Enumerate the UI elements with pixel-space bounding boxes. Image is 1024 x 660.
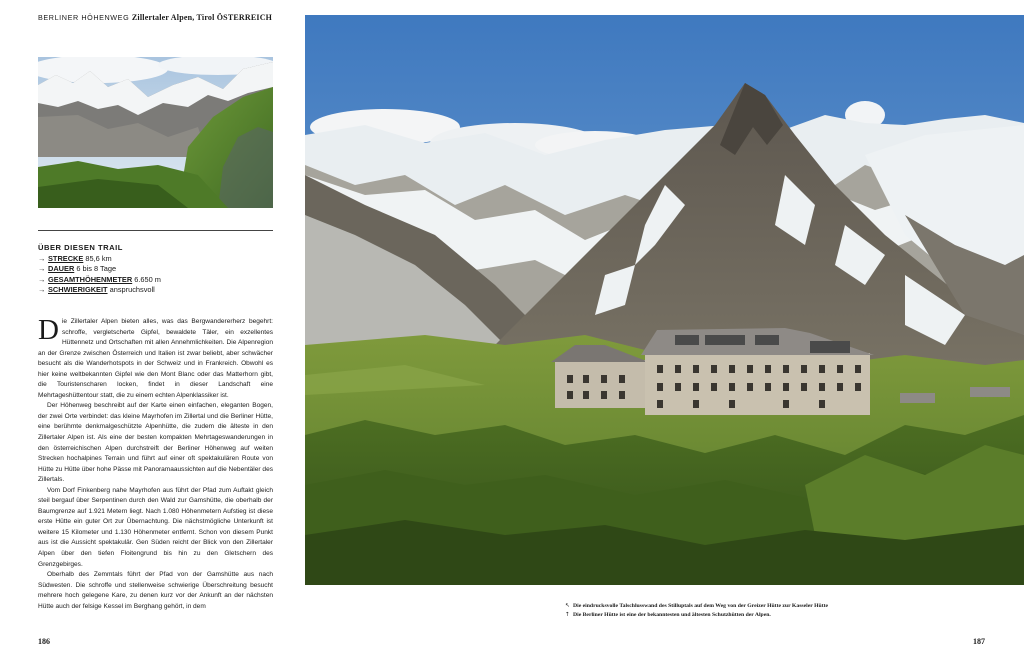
running-head-region: Zillertaler Alpen, Tirol ÖSTERREICH xyxy=(131,13,273,22)
arrow-up-icon: ↑ xyxy=(565,612,570,618)
caption-text: Die Berliner Hütte ist eine der bekanntesten und ältesten Schutzhütten der Alpen. xyxy=(573,612,771,618)
trail-row-dauer xyxy=(38,264,273,275)
trail-row-strecke xyxy=(38,254,273,265)
caption-text: Die eindrucksvolle Talschlusswand des Stilluptals auf dem Weg von der Greizer Hütte zur Kasseler Hütte xyxy=(573,603,829,609)
arrow-right-icon: → xyxy=(38,264,46,274)
caption-line xyxy=(565,602,828,611)
arrow-right-icon: → xyxy=(38,274,46,284)
trail-info xyxy=(38,243,273,296)
caption-line xyxy=(565,611,828,620)
section-divider xyxy=(38,230,273,231)
arrow-right-icon: → xyxy=(38,253,46,263)
hut-photo xyxy=(305,15,1024,585)
paragraph: Oberhalb des Zemmtals führt der Pfad von der Gamshütte aus nach Südwesten. Die schroffe und stellenweise schwierige Überschreitung besucht mehrere hoch gelegene Kare, zu denen kurz vor der Ankunft an der nächsten Hütte auch der felsige Kessel im Berghang gehört, in dem xyxy=(38,571,273,610)
trail-value: 85,6 km xyxy=(85,253,112,263)
trail-row-schwierigkeit xyxy=(38,285,273,296)
trail-label: SCHWIERIGKEIT xyxy=(48,285,108,295)
trail-label: GESAMTHÖHENMETER xyxy=(48,274,133,284)
page-number-right: 187 xyxy=(973,637,985,646)
trail-label: STRECKE xyxy=(48,253,84,263)
trail-row-hoehenmeter xyxy=(38,275,273,286)
arrow-up-left-icon: ↖ xyxy=(565,603,570,609)
paragraph-text: ie Zillertaler Alpen bieten alles, was das Bergwandererherz begehrt: schroffe, vergletscherte Gipfel, bewaldete Täler, ein exzellentes Hüttennetz und Ortschaften mit allen Annehmlichkeiten. Die Alpenregion an der Grenze zwischen Österreich und Italien ist zwar beliebt, aber schwächer besucht als die Wanderhotspots in der Schweiz und in Frankreich. Obwohl es hier keine weltbekannten Gipfel wie den Mont Blanc oder das Matterhorn gibt, die Touristenscharen locken, findet in dieser Landschaft eine Mehrtageshüttentour statt, die zu einem echten Alpenklassiker ist. xyxy=(38,318,273,399)
paragraph: Der Höhenweg beschreibt auf der Karte einen einfachen, eleganten Bogen, der zwei Orte verbindet: das kleine Mayrhofen im Zillertal und die Berliner Hütte, eine berühmte denkmalgeschützte Alpenhütte, die zudem die älteste in den Zillertaler Alpen ist. Als eine der besten kompakten Mehrtageswanderungen in den österreichischen Alpen durchstreift der Berliner Höhenweg auf weiten Strecken hochalpines Terrain und führt auf einer oft spektakulären Route von Hütte zu Hütte über hohe Pässe mit Panoramaaussichten auf die Nebentäler des Zillertals. xyxy=(38,402,273,484)
trail-label: DAUER xyxy=(48,264,75,274)
trail-info-title: ÜBER DIESEN TRAIL xyxy=(38,243,123,252)
trail-value: anspruchsvoll xyxy=(109,285,155,295)
running-head-route: BERLINER HÖHENWEG xyxy=(38,13,130,22)
photo-captions xyxy=(565,602,828,620)
trail-value: 6 bis 8 Tage xyxy=(76,264,117,274)
paragraph xyxy=(38,314,273,401)
paragraph: Vom Dorf Finkenberg nahe Mayrhofen aus führt der Pfad zum Auftakt gleich steil bergauf über Serpentinen durch den Wald zur Gamshütte, die oberhalb der Baumgrenze auf 1.921 Metern liegt. Nach 1.080 Höhenmetern Aufstieg ist diese erste Hütte ein guter Ort zur Übernachtung. Die nächstmögliche Unterkunft ist weitere 15 Kilometer und 1.130 Höhenmeter entfernt. Schon von diesem Punkt aus ist die Aussicht spektakulär. Gen Süden reicht der Blick von den Zillertaler Alpen über den tiefen Floitengrund bis hin zu den Gletschern des Grenzgebirges. xyxy=(38,486,273,568)
arrow-right-icon: → xyxy=(38,285,46,295)
trail-value: 6.650 m xyxy=(134,274,161,284)
valley-photo xyxy=(38,57,273,208)
drop-cap: D xyxy=(38,314,59,346)
running-head xyxy=(38,13,272,22)
page-number-left: 186 xyxy=(38,637,50,646)
article-body xyxy=(38,314,273,612)
